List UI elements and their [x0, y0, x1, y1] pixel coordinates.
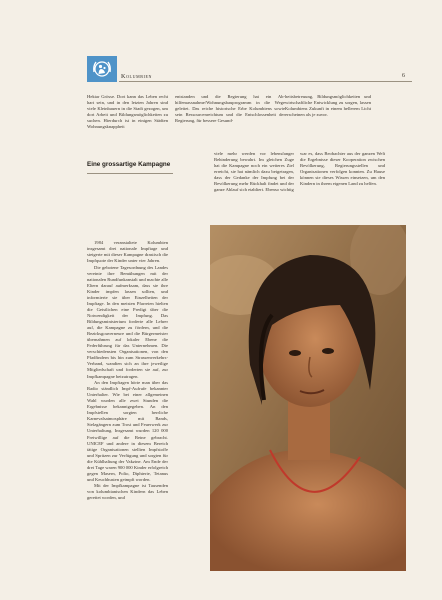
- section-heading: Eine grossartige Kampagne: [87, 161, 171, 168]
- paragraph: war es, dass Beobachter aus der ganzen Welt die Ergebnisse dieser Kooperation zwischen Bevölkerung, Regierungsstellen und Organisationen verfolgen konnten. Zu Hause können sie dieses Wissen einsetzen, um den Kindern in ihrem eigenen Land zu helfen.: [300, 151, 385, 187]
- paragraph: 1984 veranstaltete Kolumbien insgesamt drei nationale Impftage und steigerte mit dieser Kampagne drastisch die Impfquote der Kinder unter vier Jahren.: [87, 240, 168, 264]
- section-rule: [87, 173, 173, 174]
- text-column-left: [87, 240, 168, 502]
- paragraph: viele mehr werden vor lebensfanger Behinderung bewahrt. Im gleichen Zuge hat die Kampagne noch ein weiteres Ziel erreicht, sie hat nämlich dazu beigetragen, dass der Gedanke der Impfung bei der Bevölkerung mehr Rückhalt findet und der ganze Ablauf sich etabliert. Ebenso wichtig: [214, 151, 294, 193]
- paragraph: Mit der Impfkampagne ist Tausenden von kolumbianischen Kindern das Leben gerettet worden, und: [87, 483, 168, 501]
- text-column-top-3: [285, 94, 371, 119]
- text-column-mid-1: [214, 151, 294, 194]
- child-portrait-illustration: [210, 225, 406, 571]
- header-rule: [119, 81, 412, 82]
- portrait-child-photo: [210, 225, 406, 571]
- paragraph: An den Impftagen hörte man über das Radio ständlich Impf-Aufrufe bekannter Unterhalter. Wie bei einer allgemeinen Wahl wurden alle zwei Stunden die Ergebnisse bekanntgegeben. An den Impfstellen sorgten herrliche Karnevalsatmosphäre mit Bands, Stelzgängern zum Trost und Feuerwerk zur Unterhaltung. Insgesamt wurden 120 000 Freiwillige auf die Beine gebracht. UNICEF und andere in diesem Bereich tätige Organisationen stellten Impfstoffe und Spritzen zur Verfügung und sorgten für die Kühlhaltung der Vakzine. Am Ende der drei Tage waren 900 000 Kinder erfolgreich gegen Masern, Polio, Diphterie, Tetanus und Keuchhusten geimpft worden.: [87, 380, 168, 482]
- unicef-logo: [87, 56, 117, 82]
- page-number: 6: [402, 73, 405, 79]
- paragraph: heitsbetreuung, Bildungsmöglichkeiten und wirtschaftliche Entwicklung zu sorgen, lassen Kolumbiens Zukunft in einem hellerem Licht erscheinen als je zuvor.: [285, 94, 371, 118]
- paragraph: Hektar Grösse. Dort kann das Leben recht hart sein, und in den letzten Jahren sind viele Kleinbauern in die Stadt gezogen, um dort Arbeit und Bildungsmöglichkeiten zu suchen. Hierdurch ist in einigen Städten Wohnungsknappheit: [87, 94, 168, 130]
- paragraph: Die gebotene Tagesordnung des Landes vereinte ihre Bemühungen mit der nationalen Rundfunkanstalt und machte alle Eltern darauf aufmerksam, dass sie ihre Kinder impfen lassen sollten, und informierte sie über Einzelheiten der Impftage. In den meisten Pfarreien hielten die Geistlichen eine Predigt über die Notwendigkeit der Impfung. Das Bildungsministerium forderte alle Lehrer auf, die Kampagne zu fördern, und die Bezirksgouverneure und die Bürgermeister übernahmen auf lokaler Ebene die Federführung für das Unternehmen. Die verschiedensten Organisationen, von den Pfadfindern bis hin zum Strassenverkehrs-Verband, wandten sich an ihre jeweilige Mitgliedschaft und forderten sie auf, zur Impfkampagne beizutragen.: [87, 264, 168, 379]
- paragraph: entstanden und die Regierung hat ein Ab- hilfemassnahme/Wohnungsbauprogramm in die Wege geleitet. Das reiche historische Erbe Kolumbiens sowie sein Ressourcenreichtum und die Entschlossenheit der Regierung, für bessere Gesund-: [175, 94, 285, 124]
- text-column-top-1: [87, 94, 168, 131]
- text-column-top-2: [175, 94, 285, 125]
- unicef-emblem-icon: [91, 59, 113, 79]
- text-column-mid-2: [300, 151, 385, 188]
- header-country-label: Kolumbien: [121, 73, 152, 80]
